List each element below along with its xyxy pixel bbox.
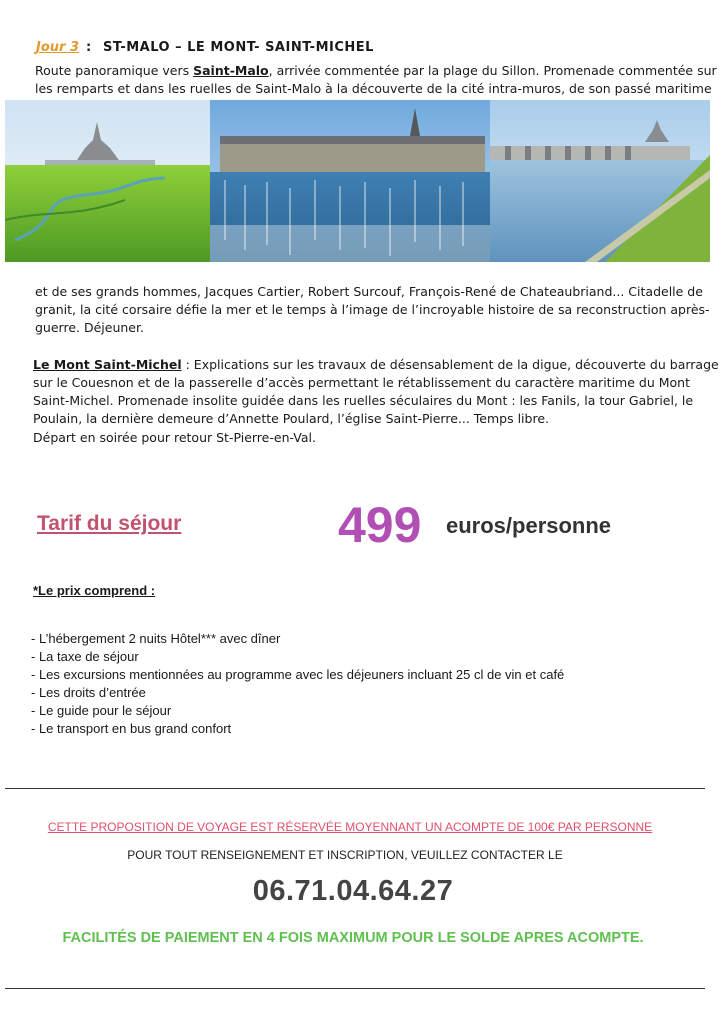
- mont-line-4: Poulain, la dernière demeure d’Annette Poulard, l’église Saint-Pierre... Temps libre.: [33, 411, 549, 426]
- mont-line-5: Départ en soirée pour retour St-Pierre-en-Val.: [33, 430, 316, 445]
- deposit-notice: CETTE PROPOSITION DE VOYAGE EST RÉSERVÉE MOYENNANT UN ACOMPTE DE 100€ PAR PERSONNE: [47, 820, 653, 834]
- intro-text: , arrivée commentée par la plage du Sillon. Promenade commentée sur: [268, 63, 717, 78]
- day-title: ST-MALO – LE MONT- SAINT-MICHEL: [103, 40, 374, 55]
- mont-line-2: sur le Couesnon et de la passerelle d’accès permettant le rétablissement du caractère maritime du Mont: [33, 375, 690, 390]
- intro-text: Route panoramique vers: [35, 63, 194, 78]
- list-item: - La taxe de séjour: [31, 649, 139, 664]
- mont-line-3: Saint-Michel. Promenade insolite guidée dans les ruelles séculaires du Mont : les Fanils, la tour Gabriel, le: [33, 393, 694, 408]
- includes-list: [31, 630, 564, 738]
- list-item: - L’hébergement 2 nuits Hôtel*** avec dîner: [31, 631, 281, 646]
- list-item: - Le transport en bus grand confort: [31, 721, 232, 736]
- divider-bottom: [5, 988, 705, 989]
- tarif-label: Tarif du séjour: [37, 512, 182, 535]
- mont-text: : Explications sur les travaux de désensablement de la digue, découverte du barrage: [181, 357, 719, 372]
- day-separator: :: [86, 40, 92, 55]
- saint-malo-photo: [210, 100, 490, 262]
- phone-number: 06.71.04.64.27: [252, 875, 454, 907]
- divider-top: [5, 788, 705, 789]
- list-item: - Les excursions mentionnées au programme avec les déjeuners incluant 25 cl de vin et café: [31, 667, 565, 682]
- saint-malo-link: Saint-Malo: [193, 63, 269, 78]
- continuation-line-3: guerre. Déjeuner.: [35, 320, 144, 335]
- mont-line-1: [33, 356, 719, 374]
- list-item: - Les droits d’entrée: [31, 685, 146, 700]
- couesnon-dam-photo: [490, 100, 710, 262]
- contact-line: POUR TOUT RENSEIGNEMENT ET INSCRIPTION, VEUILLEZ CONTACTER LE: [127, 848, 563, 862]
- mont-title: Le Mont Saint-Michel: [33, 357, 182, 372]
- price-amount: 499: [338, 497, 422, 553]
- photo-strip: [5, 100, 710, 262]
- price-unit: euros/personne: [446, 513, 612, 538]
- list-item: - Le guide pour le séjour: [31, 703, 172, 718]
- continuation-line-2: granit, la cité corsaire défie la mer et le temps à l’image de l’incroyable histoire de sa reconstruction après-: [35, 302, 710, 317]
- mont-saint-michel-photo: [5, 100, 210, 262]
- day-label: Jour 3: [36, 40, 80, 55]
- payment-notice: FACILITÉS DE PAIEMENT EN 4 FOIS MAXIMUM POUR LE SOLDE APRES ACOMPTE.: [62, 930, 644, 946]
- intro-line-1: [35, 62, 717, 80]
- continuation-line-1: et de ses grands hommes, Jacques Cartier, Robert Surcouf, François-René de Chateaubriand... Citadelle de: [35, 284, 703, 299]
- intro-line-2: les remparts et dans les ruelles de Saint-Malo à la découverte de la cité intra-muros, de son passé maritime: [35, 81, 712, 96]
- includes-title: *Le prix comprend :: [33, 583, 156, 598]
